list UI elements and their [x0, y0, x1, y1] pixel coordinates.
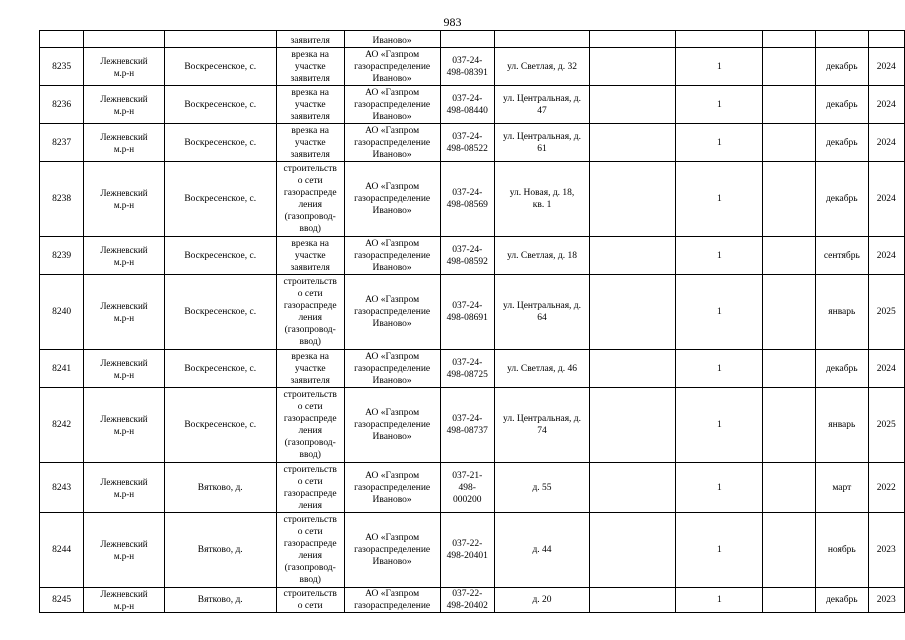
cell-work-type: строительств о сети	[276, 588, 344, 613]
cell-organization: АО «Газпром газораспределение Иваново»	[344, 463, 440, 513]
cell-year: 2023	[868, 513, 904, 588]
cell-blank	[590, 86, 676, 124]
cell-num: 8237	[40, 124, 84, 162]
cell-qty	[676, 31, 763, 48]
cell-organization: АО «Газпром газораспределение Иваново»	[344, 237, 440, 275]
cell-code: 037-24- 498-08440	[440, 86, 494, 124]
table-row	[40, 350, 905, 388]
cell-num: 8241	[40, 350, 84, 388]
cell-qty: 1	[676, 463, 763, 513]
cell-district: Лежневский м.р-н	[84, 588, 164, 613]
cell-blank	[590, 513, 676, 588]
cell-address: ул. Новая, д. 18, кв. 1	[494, 162, 589, 237]
cell-num: 8242	[40, 388, 84, 463]
cell-month: декабрь	[816, 588, 868, 613]
cell-qty: 1	[676, 124, 763, 162]
cell-organization: Иваново»	[344, 31, 440, 48]
cell-blank	[590, 31, 676, 48]
cell-year: 2024	[868, 124, 904, 162]
cell-code: 037-24- 498-08725	[440, 350, 494, 388]
cell-month: январь	[816, 275, 868, 350]
cell-address: д. 20	[494, 588, 589, 613]
cell-settlement: Воскресенское, с.	[164, 48, 276, 86]
cell-code: 037-24- 498-08592	[440, 237, 494, 275]
cell-work-type: врезка на участке заявителя	[276, 350, 344, 388]
cell-num: 8238	[40, 162, 84, 237]
cell-organization: АО «Газпром газораспределение Иваново»	[344, 388, 440, 463]
cell-work-type: врезка на участке заявителя	[276, 48, 344, 86]
page-number: 983	[443, 15, 462, 29]
cell-year: 2022	[868, 463, 904, 513]
table-row	[40, 463, 905, 513]
cell-district: Лежневский м.р-н	[84, 124, 164, 162]
cell-blank	[763, 463, 816, 513]
cell-settlement	[164, 31, 276, 48]
cell-blank	[763, 513, 816, 588]
cell-settlement: Воскресенское, с.	[164, 237, 276, 275]
table-body	[40, 31, 905, 613]
cell-blank	[590, 275, 676, 350]
table-row	[40, 513, 905, 588]
cell-num: 8243	[40, 463, 84, 513]
cell-num: 8236	[40, 86, 84, 124]
cell-num	[40, 31, 84, 48]
cell-blank	[763, 31, 816, 48]
cell-num: 8240	[40, 275, 84, 350]
cell-settlement: Вятково, д.	[164, 463, 276, 513]
cell-qty: 1	[676, 275, 763, 350]
cell-address: ул. Центральная, д. 61	[494, 124, 589, 162]
cell-work-type: врезка на участке заявителя	[276, 237, 344, 275]
table-row	[40, 162, 905, 237]
cell-blank	[590, 463, 676, 513]
cell-address: д. 44	[494, 513, 589, 588]
cell-blank	[763, 86, 816, 124]
cell-qty: 1	[676, 513, 763, 588]
cell-month	[816, 31, 868, 48]
cell-settlement: Воскресенское, с.	[164, 275, 276, 350]
table-row	[40, 48, 905, 86]
cell-month: декабрь	[816, 124, 868, 162]
table-row	[40, 237, 905, 275]
cell-qty: 1	[676, 388, 763, 463]
cell-settlement: Воскресенское, с.	[164, 86, 276, 124]
cell-year: 2024	[868, 86, 904, 124]
cell-blank	[590, 350, 676, 388]
cell-code: 037-21- 498- 000200	[440, 463, 494, 513]
cell-year: 2024	[868, 350, 904, 388]
cell-district: Лежневский м.р-н	[84, 86, 164, 124]
cell-qty: 1	[676, 588, 763, 613]
cell-settlement: Воскресенское, с.	[164, 350, 276, 388]
cell-year: 2025	[868, 275, 904, 350]
cell-work-type: заявителя	[276, 31, 344, 48]
cell-month: декабрь	[816, 86, 868, 124]
table-row	[40, 86, 905, 124]
cell-code: 037-22- 498-20402	[440, 588, 494, 613]
cell-work-type: врезка на участке заявителя	[276, 124, 344, 162]
cell-num: 8244	[40, 513, 84, 588]
cell-organization: АО «Газпром газораспределение Иваново»	[344, 124, 440, 162]
cell-qty: 1	[676, 162, 763, 237]
cell-year: 2025	[868, 388, 904, 463]
cell-month: декабрь	[816, 350, 868, 388]
cell-organization: АО «Газпром газораспределение Иваново»	[344, 86, 440, 124]
cell-work-type: строительств о сети газораспреде ления (газопровод- ввод)	[276, 275, 344, 350]
cell-blank	[763, 48, 816, 86]
cell-organization: АО «Газпром газораспределение Иваново»	[344, 48, 440, 86]
cell-month: март	[816, 463, 868, 513]
cell-num: 8239	[40, 237, 84, 275]
cell-year: 2024	[868, 162, 904, 237]
cell-year	[868, 31, 904, 48]
cell-blank	[590, 388, 676, 463]
cell-work-type: строительств о сети газораспреде ления (газопровод- ввод)	[276, 162, 344, 237]
cell-code: 037-24- 498-08737	[440, 388, 494, 463]
cell-district: Лежневский м.р-н	[84, 513, 164, 588]
cell-qty: 1	[676, 350, 763, 388]
cell-district: Лежневский м.р-н	[84, 350, 164, 388]
cell-settlement: Вятково, д.	[164, 588, 276, 613]
cell-code: 037-24- 498-08391	[440, 48, 494, 86]
cell-qty: 1	[676, 48, 763, 86]
cell-settlement: Вятково, д.	[164, 513, 276, 588]
cell-year: 2024	[868, 237, 904, 275]
table-row	[40, 388, 905, 463]
cell-district: Лежневский м.р-н	[84, 237, 164, 275]
cell-blank	[590, 48, 676, 86]
cell-settlement: Воскресенское, с.	[164, 162, 276, 237]
cell-district: Лежневский м.р-н	[84, 275, 164, 350]
cell-blank	[763, 588, 816, 613]
cell-organization: АО «Газпром газораспределение Иваново»	[344, 350, 440, 388]
cell-blank	[763, 388, 816, 463]
cell-code: 037-22- 498-20401	[440, 513, 494, 588]
cell-address: ул. Светлая, д. 46	[494, 350, 589, 388]
cell-blank	[590, 237, 676, 275]
cell-address: д. 55	[494, 463, 589, 513]
cell-address: ул. Центральная, д. 64	[494, 275, 589, 350]
cell-month: ноябрь	[816, 513, 868, 588]
table-row	[40, 588, 905, 613]
gas-connection-table	[39, 30, 905, 613]
cell-code: 037-24- 498-08569	[440, 162, 494, 237]
cell-blank	[763, 124, 816, 162]
cell-qty: 1	[676, 86, 763, 124]
cell-organization: АО «Газпром газораспределение Иваново»	[344, 275, 440, 350]
cell-blank	[763, 162, 816, 237]
cell-month: сентябрь	[816, 237, 868, 275]
cell-settlement: Воскресенское, с.	[164, 124, 276, 162]
cell-blank	[590, 162, 676, 237]
cell-address: ул. Светлая, д. 32	[494, 48, 589, 86]
cell-num: 8245	[40, 588, 84, 613]
cell-code: 037-24- 498-08522	[440, 124, 494, 162]
cell-blank	[763, 350, 816, 388]
cell-month: январь	[816, 388, 868, 463]
cell-district: Лежневский м.р-н	[84, 463, 164, 513]
cell-code	[440, 31, 494, 48]
cell-settlement: Воскресенское, с.	[164, 388, 276, 463]
table-row-fragment	[40, 31, 905, 48]
cell-organization: АО «Газпром газораспределение Иваново»	[344, 162, 440, 237]
cell-work-type: строительств о сети газораспреде ления (газопровод- ввод)	[276, 513, 344, 588]
cell-district: Лежневский м.р-н	[84, 48, 164, 86]
cell-month: декабрь	[816, 48, 868, 86]
cell-code: 037-24- 498-08691	[440, 275, 494, 350]
cell-work-type: врезка на участке заявителя	[276, 86, 344, 124]
cell-district: Лежневский м.р-н	[84, 388, 164, 463]
cell-blank	[590, 588, 676, 613]
cell-year: 2024	[868, 48, 904, 86]
cell-organization: АО «Газпром газораспределение Иваново»	[344, 513, 440, 588]
cell-address: ул. Центральная, д. 74	[494, 388, 589, 463]
cell-qty: 1	[676, 237, 763, 275]
table-row	[40, 275, 905, 350]
cell-num: 8235	[40, 48, 84, 86]
cell-district: Лежневский м.р-н	[84, 162, 164, 237]
cell-year: 2023	[868, 588, 904, 613]
cell-district	[84, 31, 164, 48]
cell-address	[494, 31, 589, 48]
cell-work-type: строительств о сети газораспреде ления	[276, 463, 344, 513]
cell-address: ул. Центральная, д. 47	[494, 86, 589, 124]
cell-blank	[590, 124, 676, 162]
cell-month: декабрь	[816, 162, 868, 237]
cell-address: ул. Светлая, д. 18	[494, 237, 589, 275]
cell-organization: АО «Газпром газораспределение	[344, 588, 440, 613]
cell-blank	[763, 237, 816, 275]
cell-blank	[763, 275, 816, 350]
cell-work-type: строительств о сети газораспреде ления (газопровод- ввод)	[276, 388, 344, 463]
table-row	[40, 124, 905, 162]
